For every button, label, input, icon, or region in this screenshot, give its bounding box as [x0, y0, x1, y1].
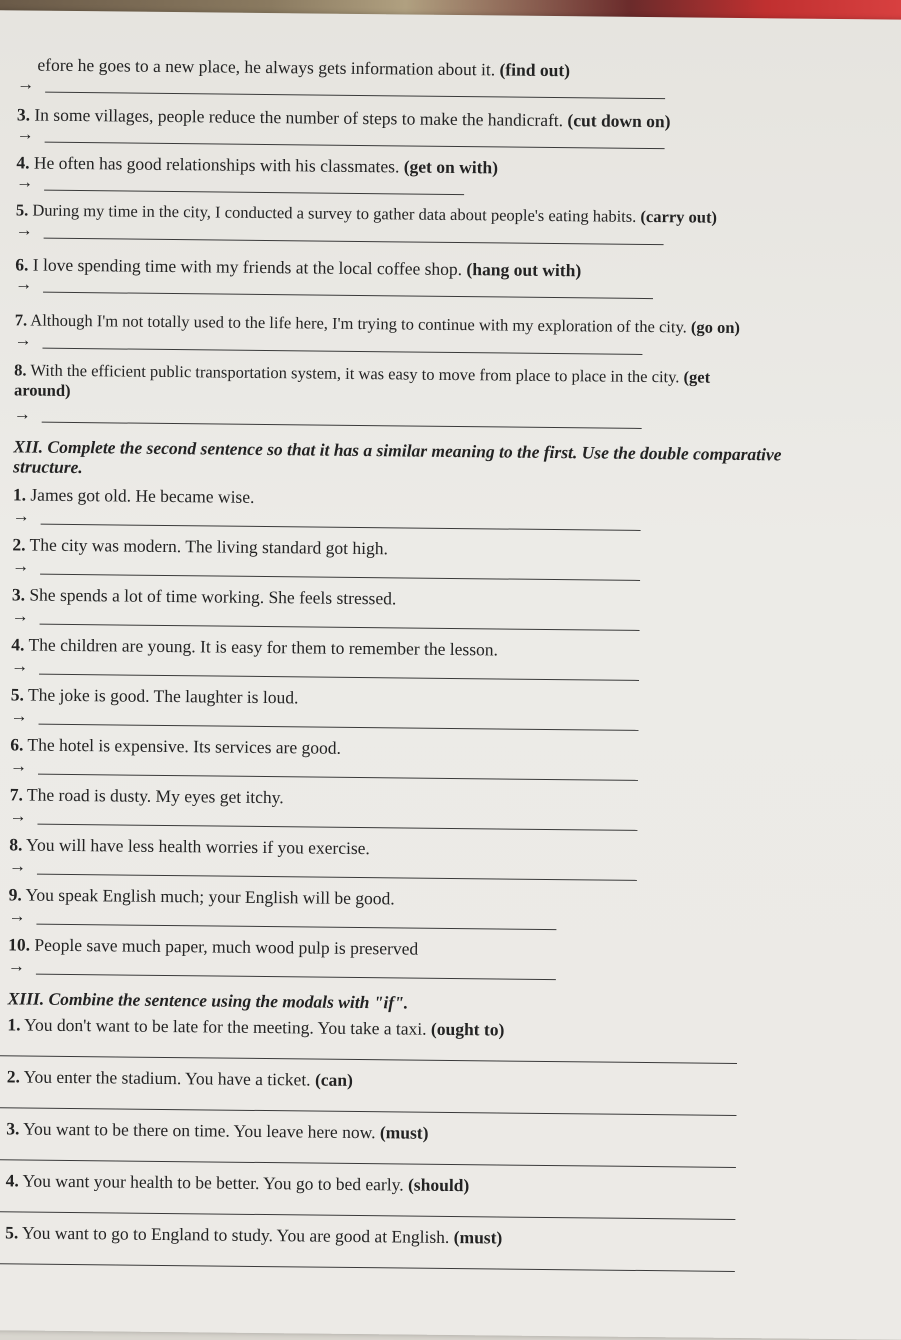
- arrow-icon: →: [15, 220, 33, 240]
- arrow-icon: →: [15, 274, 33, 294]
- xiii-question: 2. You enter the stadium. You have a ticket. (can): [6, 1066, 354, 1090]
- xiii-question: 1. You don't want to be late for the meeting. You take a taxi. (ought to): [7, 1014, 505, 1040]
- xii-question: 6. The hotel is expensive. Its services are good.: [10, 734, 342, 758]
- arrow-icon: →: [11, 656, 29, 676]
- arrow-icon: →: [8, 906, 26, 926]
- arrow-icon: →: [8, 856, 27, 876]
- xii-answer[interactable]: [11, 656, 651, 683]
- xiii-question: 4. You want your health to be better. You go to bed early. (should): [5, 1170, 470, 1196]
- xi-item-7: 7. Although I'm not totally used to the life here, I'm trying to continue with my exploration of the city. (go on): [14, 310, 741, 337]
- arrow-icon: →: [13, 404, 31, 424]
- xiii-question: 5. You want to go to England to study. You are good at English. (must): [5, 1222, 503, 1248]
- arrow-icon: →: [17, 74, 35, 94]
- xi-item-3: 3. In some villages, people reduce the number of steps to make the handicraft. (cut down on): [16, 104, 671, 132]
- xi-item-5: 5. During my time in the city, I conducted a survey to gather data about people's eating habits. (carry out): [15, 200, 718, 227]
- section-xiii-heading: XIII. Combine the sentence using the modals with "if".: [7, 988, 409, 1013]
- xiii-answer[interactable]: [6, 1090, 646, 1117]
- xii-answer[interactable]: [9, 806, 649, 833]
- xii-question: 5. The joke is good. The laughter is loud.: [10, 684, 299, 708]
- xii-answer[interactable]: [9, 856, 649, 883]
- arrow-icon: →: [7, 956, 26, 976]
- xi-item-2: efore he goes to a new place, he always gets information about it. (find out): [37, 54, 571, 81]
- xi-item-6: 6. I love spending time with my friends at the local coffee shop. (hang out with): [15, 254, 582, 281]
- xii-answer[interactable]: [12, 606, 652, 633]
- xiii-question: 3. You want to be there on time. You leave here now. (must): [6, 1118, 429, 1143]
- xiii-answer[interactable]: [6, 1142, 646, 1169]
- xiii-answer[interactable]: [7, 1038, 647, 1065]
- xi-item-4: 4. He often has good relationships with his classmates. (get on with): [16, 152, 499, 178]
- xii-question: 1. James got old. He became wise.: [12, 484, 255, 507]
- arrow-icon: →: [16, 172, 34, 192]
- xii-answer[interactable]: [8, 956, 648, 983]
- xii-question: 7. The road is dusty. My eyes get itchy.: [9, 784, 284, 808]
- worksheet-page: [0, 10, 901, 1340]
- xi-item-8: 8. With the efficient public transportation system, it was easy to move from place to place in the city. (get around): [13, 360, 711, 400]
- xii-question: 10. People save much paper, much wood pulp is preserved: [8, 934, 419, 959]
- xii-question: 8. You will have less health worries if you exercise.: [9, 834, 370, 859]
- arrow-icon: →: [16, 124, 34, 144]
- arrow-icon: →: [12, 506, 30, 526]
- xii-answer[interactable]: [13, 506, 653, 533]
- section-xii-heading: XII. Complete the second sentence so that it has a similar meaning to the first. Use the double comparative structure.: [13, 436, 782, 478]
- arrow-icon: →: [14, 330, 32, 350]
- arrow-icon: →: [10, 706, 28, 726]
- arrow-icon: →: [9, 756, 28, 776]
- xii-answer[interactable]: [10, 756, 650, 783]
- xii-question: 3. She spends a lot of time working. She feels stressed.: [11, 584, 397, 609]
- arrow-icon: →: [9, 806, 27, 826]
- xi-answer-8[interactable]: [14, 404, 654, 431]
- xi-answer-4[interactable]: [16, 172, 656, 199]
- xiii-answer[interactable]: [5, 1246, 645, 1273]
- xii-question: 2. The city was modern. The living standard got high.: [12, 534, 389, 559]
- worksheet-content: [5, 48, 858, 1248]
- xii-answer[interactable]: [12, 556, 652, 583]
- xii-answer[interactable]: [8, 906, 648, 933]
- xii-answer[interactable]: [11, 706, 651, 733]
- xii-question: 9. You speak English much; your English will be good.: [8, 884, 395, 909]
- xiii-answer[interactable]: [5, 1194, 645, 1221]
- arrow-icon: →: [11, 606, 29, 626]
- arrow-icon: →: [12, 556, 30, 576]
- xii-question: 4. The children are young. It is easy for them to remember the lesson.: [11, 634, 499, 660]
